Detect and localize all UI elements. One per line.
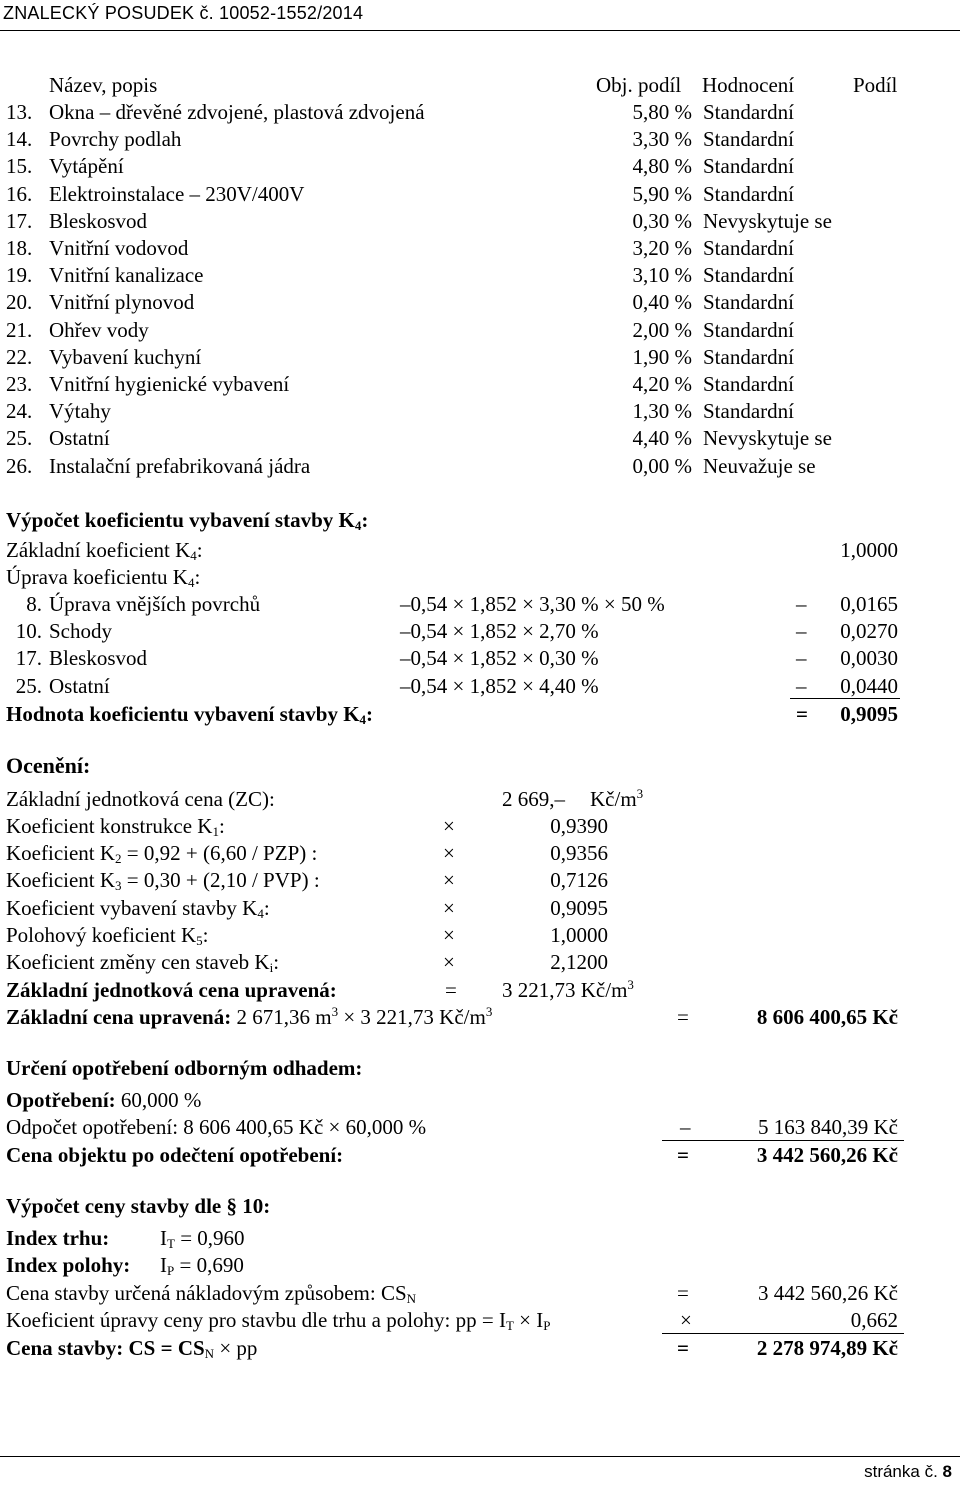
page-number: 8 xyxy=(942,1462,952,1481)
row-rating: Standardní xyxy=(703,344,794,369)
adjustment-value: 0,0165 xyxy=(840,592,898,616)
adjusted-unit-label: Základní jednotková cena upravená: xyxy=(6,978,337,1002)
row-share: 1,30 % xyxy=(632,399,692,424)
coefficient-sub: 3 xyxy=(115,878,122,894)
row-name: Povrchy podlah xyxy=(49,127,182,152)
row-rating: Neuvažuje se xyxy=(703,453,816,478)
row-rating: Standardní xyxy=(703,290,794,315)
k4-heading-sub: 4 xyxy=(354,518,362,533)
index-location-row xyxy=(0,1252,960,1279)
row-name: Bleskosvod xyxy=(49,208,148,233)
coefficient-sub: i xyxy=(269,960,274,975)
row-name: Vnitřní kanalizace xyxy=(49,263,204,288)
row-number: 22. xyxy=(6,344,33,369)
coefficient-op: × xyxy=(443,814,455,838)
adjustment-value: 0,0030 xyxy=(840,646,898,671)
final-price-formula: CS = CS xyxy=(128,1336,205,1360)
row-rating: Standardní xyxy=(703,263,794,288)
k4-heading-text: Výpočet koeficientu vybavení stavby K xyxy=(6,508,355,532)
row-share: 3,20 % xyxy=(632,236,692,260)
base-price-value: 2 669,– xyxy=(502,787,565,811)
base-price-unit-sup: 3 xyxy=(636,786,644,801)
row-share: 4,20 % xyxy=(632,372,692,396)
row-number: 25. xyxy=(6,426,33,451)
adjustment-formula: –0,54 × 1,852 × 2,70 % xyxy=(400,619,599,644)
page-footer xyxy=(864,1462,952,1482)
index-market-sub: T xyxy=(167,1236,175,1251)
wear-deduct-op: – xyxy=(680,1115,691,1139)
index-location-label: Index polohy: xyxy=(6,1253,131,1277)
k4-result-sign: = xyxy=(796,702,808,726)
wear-after-label: Cena objektu po odečtení opotřebení: xyxy=(6,1143,344,1167)
row-rating: Standardní xyxy=(703,317,794,342)
table-row xyxy=(0,425,960,452)
adjustment-name: Bleskosvod xyxy=(49,646,148,671)
k4-result-row xyxy=(0,701,960,728)
coefficient-row xyxy=(0,949,960,976)
adjusted-base-area-sup: 3 xyxy=(331,1004,339,1019)
table-row xyxy=(0,126,960,153)
coefficient-sub: 5 xyxy=(196,932,203,948)
coefficient-row xyxy=(0,867,960,894)
adjusted-unit-row xyxy=(0,977,960,1004)
final-price-value: 2 278 974,89 Kč xyxy=(756,1336,898,1360)
adjustment-number: 8. xyxy=(26,592,42,616)
index-market-label: Index trhu: xyxy=(6,1226,110,1250)
k4-base-label: Základní koeficient K xyxy=(6,538,191,562)
wear-row xyxy=(0,1087,960,1114)
coefficient-label-rest: : xyxy=(273,950,280,974)
final-sum-line xyxy=(662,1333,904,1334)
row-number: 16. xyxy=(6,181,33,206)
k4-base-end: : xyxy=(196,538,203,562)
page-label: stránka č. xyxy=(864,1462,938,1481)
coefficient-label: Koeficient K xyxy=(6,868,116,893)
coefficient-op: × xyxy=(443,950,455,974)
wear-value: 60,000 % xyxy=(120,1088,202,1112)
k4-adj-sub: 4 xyxy=(187,575,195,590)
footer-divider xyxy=(0,1456,960,1457)
table-row xyxy=(0,235,960,262)
col-header-share: Obj. podíl xyxy=(596,73,682,97)
coef-adjust-row xyxy=(0,1307,960,1334)
row-share: 5,90 % xyxy=(632,181,692,206)
base-price-row xyxy=(0,786,960,813)
row-rating: Standardní xyxy=(703,372,794,396)
row-number: 17. xyxy=(6,208,33,233)
coefficient-row xyxy=(0,813,960,840)
adjustment-number: 17. xyxy=(15,646,42,671)
k4-adj-row xyxy=(0,564,960,591)
table-row xyxy=(0,153,960,180)
coefficient-row xyxy=(0,922,960,949)
k4-base-value: 1,0000 xyxy=(840,538,898,562)
row-share: 1,90 % xyxy=(632,344,692,369)
document-header: ZNALECKÝ POSUDEK č. 10052-1552/2014 xyxy=(3,3,364,23)
adjusted-unit-sup: 3 xyxy=(627,977,634,992)
adjustment-name: Ostatní xyxy=(49,673,110,698)
row-number: 21. xyxy=(6,317,33,342)
row-name: Vybavení kuchyní xyxy=(49,344,202,369)
table-row xyxy=(0,453,960,480)
coefficient-label-rest: = 0,92 + (6,60 / PZP) : xyxy=(121,841,318,866)
row-rating: Standardní xyxy=(703,399,794,424)
row-number: 13. xyxy=(6,100,33,124)
coef-adjust-value: 0,662 xyxy=(850,1308,898,1332)
k4-base-row xyxy=(0,537,960,564)
index-market-row xyxy=(0,1225,960,1252)
wear-heading: Určení opotřebení odborným odhadem: xyxy=(6,1056,363,1080)
index-market-value: = 0,960 xyxy=(174,1226,245,1250)
row-name: Vnitřní vodovod xyxy=(49,236,189,260)
k4-base-sub: 4 xyxy=(190,548,197,563)
valuation-heading: Ocenění: xyxy=(6,753,91,778)
final-price-end: × pp xyxy=(214,1336,258,1360)
row-share: 3,30 % xyxy=(632,127,692,152)
adjustment-value: 0,0440 xyxy=(840,673,898,698)
adjustment-sign: – xyxy=(796,646,807,671)
table-header-row xyxy=(0,72,960,99)
row-rating: Standardní xyxy=(703,236,794,260)
coefficient-label-rest: : xyxy=(263,895,270,920)
coef-adjust-mid: × I xyxy=(513,1308,544,1332)
final-heading: Výpočet ceny stavby dle § 10: xyxy=(6,1194,271,1218)
header-divider xyxy=(0,30,960,31)
coefficient-label: Koeficient změny cen staveb K xyxy=(6,950,270,974)
coefficient-label: Polohový koeficient K xyxy=(6,922,197,947)
valuation-heading-row xyxy=(0,752,960,779)
adjusted-unit-op: = xyxy=(445,978,457,1002)
coefficient-label-group xyxy=(6,895,270,922)
adjustment-formula: –0,54 × 1,852 × 3,30 % × 50 % xyxy=(400,592,665,616)
wear-deduct-label: Odpočet opotřebení: 8 606 400,65 Kč × 60,000 % xyxy=(6,1115,427,1139)
k4-adjustment-row xyxy=(0,618,960,645)
row-name: Okna – dřevěné zdvojené, plastová zdvojená xyxy=(49,100,425,124)
k4-result-end: : xyxy=(366,702,374,726)
coefficient-value: 0,9390 xyxy=(550,814,608,838)
row-share: 4,80 % xyxy=(632,154,692,179)
table-row xyxy=(0,262,960,289)
table-row xyxy=(0,181,960,208)
coefficient-label-group xyxy=(6,840,317,867)
final-heading-row xyxy=(0,1193,960,1220)
row-share: 0,40 % xyxy=(632,290,692,315)
row-rating: Nevyskytuje se xyxy=(703,208,832,233)
row-name: Ohřev vody xyxy=(49,317,149,342)
adjustment-number: 10. xyxy=(15,619,42,644)
adjusted-base-area: 2 671,36 m xyxy=(236,1005,332,1029)
table-row xyxy=(0,344,960,371)
k4-heading-end: : xyxy=(361,508,369,532)
coefficient-value: 2,1200 xyxy=(550,950,608,974)
coef-adjust-op: × xyxy=(680,1308,692,1332)
row-rating: Standardní xyxy=(703,181,794,206)
index-location-value: = 0,690 xyxy=(174,1253,244,1277)
coefficient-op: × xyxy=(443,922,455,947)
index-market-sym: I xyxy=(160,1226,167,1250)
coefficient-op: × xyxy=(443,841,455,866)
index-location-sub: P xyxy=(167,1263,175,1278)
cost-value: 3 442 560,26 Kč xyxy=(758,1281,898,1305)
k4-heading xyxy=(0,507,960,534)
adjustment-name: Úprava vnějších povrchů xyxy=(49,592,261,616)
final-price-op: = xyxy=(677,1336,689,1360)
row-name: Vnitřní plynovod xyxy=(49,290,195,315)
k4-result-sub: 4 xyxy=(359,712,367,727)
row-rating: Nevyskytuje se xyxy=(703,426,832,451)
coefficient-label: Koeficient K xyxy=(6,841,116,866)
row-name: Instalační prefabrikovaná jádra xyxy=(49,453,311,478)
k4-adj-label: Úprava koeficientu K xyxy=(6,565,188,589)
wear-after-op: = xyxy=(677,1143,689,1167)
coef-adjust-label: Koeficient úpravy ceny pro stavbu dle trhu a polohy: pp = I xyxy=(6,1308,506,1332)
coefficient-label: Koeficient konstrukce K xyxy=(6,814,213,838)
base-price-label: Základní jednotková cena (ZC): xyxy=(6,787,275,811)
adjustment-formula: –0,54 × 1,852 × 0,30 % xyxy=(400,646,599,671)
coefficient-sub: 1 xyxy=(212,824,219,839)
table-row xyxy=(0,99,960,126)
coefficient-label-group xyxy=(6,922,208,949)
table-row xyxy=(0,317,960,344)
coefficient-label: Koeficient vybavení stavby K xyxy=(6,895,258,920)
row-number: 24. xyxy=(6,399,33,424)
row-number: 15. xyxy=(6,154,33,179)
coefficient-op: × xyxy=(443,895,455,920)
coefficient-label-group xyxy=(6,867,320,894)
coefficient-value: 0,9095 xyxy=(550,895,608,920)
coefficient-label-rest: : xyxy=(202,922,209,947)
adjusted-base-mult: × 3 221,73 Kč/m xyxy=(343,1005,486,1029)
cost-label: Cena stavby určená nákladovým způsobem: CS xyxy=(6,1281,407,1305)
k4-adj-end: : xyxy=(194,565,201,589)
wear-deduct-row xyxy=(0,1114,960,1141)
adjusted-base-op: = xyxy=(677,1005,689,1029)
final-price-label: Cena stavby: xyxy=(6,1336,124,1360)
col-header-name: Název, popis xyxy=(49,73,158,97)
adjustment-name: Schody xyxy=(49,619,112,644)
row-number: 23. xyxy=(6,372,33,396)
adjustment-sign: – xyxy=(796,619,807,644)
index-location-sym: I xyxy=(160,1253,167,1277)
adjusted-base-row xyxy=(0,1004,960,1031)
row-name: Vytápění xyxy=(49,154,124,179)
coefficient-row xyxy=(0,840,960,867)
col-header-part: Podíl xyxy=(853,73,898,97)
adjustment-sign: – xyxy=(796,673,807,698)
row-share: 0,30 % xyxy=(632,208,692,233)
coefficient-value: 0,7126 xyxy=(550,868,608,893)
row-name: Výtahy xyxy=(49,399,111,424)
wear-after-value: 3 442 560,26 Kč xyxy=(756,1143,898,1167)
adjusted-base-value: 8 606 400,65 Kč xyxy=(756,1005,898,1029)
coefficient-op: × xyxy=(443,868,455,893)
coef-adjust-sub2: P xyxy=(543,1318,551,1333)
coefficient-row xyxy=(0,895,960,922)
wear-deduct-value: 5 163 840,39 Kč xyxy=(758,1115,898,1139)
table-row xyxy=(0,398,960,425)
table-row xyxy=(0,289,960,316)
adjusted-base-mult-sup: 3 xyxy=(485,1004,493,1019)
row-share: 5,80 % xyxy=(632,100,692,124)
coef-adjust-sub1: T xyxy=(505,1318,514,1333)
row-name: Vnitřní hygienické vybavení xyxy=(49,372,290,396)
row-share: 3,10 % xyxy=(632,263,692,288)
k4-adjustment-row xyxy=(0,591,960,618)
k4-adjustment-row xyxy=(0,673,960,700)
k4-result-value: 0,9095 xyxy=(840,702,898,726)
base-price-unit: Kč/m xyxy=(590,787,637,811)
coefficient-label-rest: : xyxy=(218,814,225,838)
table-row xyxy=(0,208,960,235)
k4-sum-line xyxy=(790,698,900,699)
col-header-rating: Hodnocení xyxy=(702,73,795,97)
adjusted-base-label: Základní cena upravená: xyxy=(6,1005,232,1029)
row-number: 18. xyxy=(6,236,33,260)
row-rating: Standardní xyxy=(703,100,794,124)
final-price-sub: N xyxy=(204,1346,215,1361)
row-number: 19. xyxy=(6,263,33,288)
wear-sum-line xyxy=(662,1140,904,1141)
coefficient-label-group xyxy=(6,949,279,976)
coefficient-label-group xyxy=(6,813,225,840)
coefficient-sub: 4 xyxy=(257,905,264,921)
cost-sub: N xyxy=(406,1291,417,1306)
k4-result-label: Hodnota koeficientu vybavení stavby K xyxy=(6,702,360,726)
row-share: 0,00 % xyxy=(632,453,692,478)
coefficient-value: 0,9356 xyxy=(550,841,608,866)
coefficient-sub: 2 xyxy=(115,851,122,867)
row-share: 4,40 % xyxy=(632,426,692,451)
wear-after-row xyxy=(0,1142,960,1169)
cost-op: = xyxy=(677,1281,689,1305)
cost-row xyxy=(0,1280,960,1307)
row-number: 14. xyxy=(6,127,33,152)
coefficient-label-rest: = 0,30 + (2,10 / PVP) : xyxy=(121,868,320,893)
row-name: Elektroinstalace – 230V/400V xyxy=(49,181,305,206)
row-rating: Standardní xyxy=(703,127,794,152)
wear-label: Opotřebení: xyxy=(6,1088,116,1112)
table-row xyxy=(0,371,960,398)
row-share: 2,00 % xyxy=(632,317,692,342)
adjusted-unit-value: 3 221,73 Kč/m xyxy=(502,978,628,1002)
k4-adjustment-row xyxy=(0,645,960,672)
row-name: Ostatní xyxy=(49,426,110,451)
row-number: 20. xyxy=(6,290,33,315)
adjustment-number: 25. xyxy=(15,673,42,698)
final-price-row xyxy=(0,1335,960,1362)
adjustment-formula: –0,54 × 1,852 × 4,40 % xyxy=(400,673,599,698)
row-number: 26. xyxy=(6,453,33,478)
wear-heading-row xyxy=(0,1055,960,1082)
coefficient-value: 1,0000 xyxy=(550,922,608,947)
adjustment-sign: – xyxy=(796,592,807,616)
adjustment-value: 0,0270 xyxy=(840,619,898,644)
row-rating: Standardní xyxy=(703,154,794,179)
